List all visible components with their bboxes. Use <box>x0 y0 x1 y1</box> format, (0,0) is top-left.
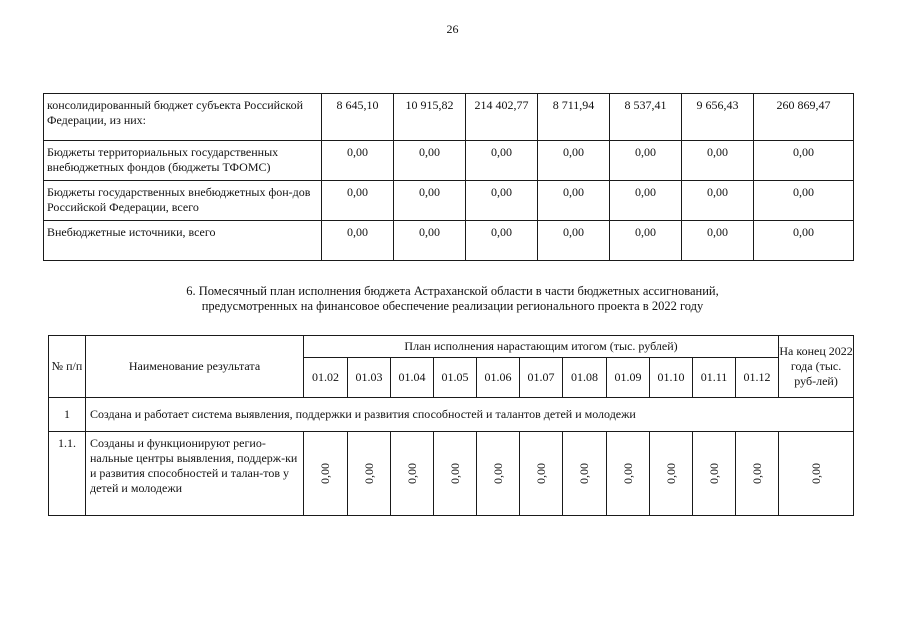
section-title-line1: 6. Помесячный план исполнения бюджета Астраханской области в части бюджетных ассигнований, <box>186 284 719 298</box>
month-header: 01.11 <box>693 358 736 398</box>
monthly-plan-table <box>48 335 854 516</box>
budget-value: 0,00 <box>538 221 610 261</box>
budget-value: 0,00 <box>538 181 610 221</box>
plan-value: 0,00 <box>577 463 591 484</box>
section-row-text: Создана и работает система выявления, поддержки и развития способностей и талантов детей и молодежи <box>86 398 854 432</box>
budget-value: 0,00 <box>682 141 754 181</box>
budget-value: 0,00 <box>754 221 854 261</box>
plan-value: 0,00 <box>447 463 462 484</box>
budget-value: 9 656,43 <box>682 94 754 141</box>
item-name: Созданы и функционируют регио-нальные центры выявления, поддерж-ки и развития способностей и талан-тов у детей и молодежи <box>86 432 304 516</box>
budget-value: 0,00 <box>394 181 466 221</box>
budget-value: 0,00 <box>610 181 682 221</box>
budget-value: 0,00 <box>466 181 538 221</box>
plan-value: 0,00 <box>749 463 764 484</box>
budget-row <box>44 221 854 261</box>
budget-value: 260 869,47 <box>754 94 854 141</box>
budget-value: 8 537,41 <box>610 94 682 141</box>
month-header: 01.08 <box>563 358 607 398</box>
budget-row-name: Бюджеты государственных внебюджетных фон-дов Российской Федерации, всего <box>44 181 322 221</box>
budget-value: 0,00 <box>754 141 854 181</box>
budget-value: 0,00 <box>466 221 538 261</box>
budget-value: 214 402,77 <box>466 94 538 141</box>
plan-value: 0,00 <box>318 463 332 484</box>
plan-value-cell <box>607 432 650 516</box>
budget-value: 10 915,82 <box>394 94 466 141</box>
plan-value: 0,00 <box>533 463 548 484</box>
budget-row-name: Бюджеты территориальных государственных внебюджетных фондов (бюджеты ТФОМС) <box>44 141 322 181</box>
budget-value: 0,00 <box>394 141 466 181</box>
month-header: 01.05 <box>434 358 477 398</box>
plan-value-cell <box>736 432 779 516</box>
budget-value: 0,00 <box>610 141 682 181</box>
plan-value: 0,00 <box>808 463 823 484</box>
plan-value-cell <box>391 432 434 516</box>
budget-value: 0,00 <box>754 181 854 221</box>
budget-value: 0,00 <box>322 141 394 181</box>
plan-value-cell <box>520 432 563 516</box>
plan-value-cell <box>304 432 348 516</box>
budget-row <box>44 181 854 221</box>
plan-value-cell <box>693 432 736 516</box>
header-year-end: На конец 2022 года (тыс. руб-лей) <box>779 336 854 398</box>
header-plan: План исполнения нарастающим итогом (тыс. рублей) <box>304 336 779 358</box>
budget-value: 0,00 <box>610 221 682 261</box>
plan-value: 0,00 <box>663 463 678 484</box>
plan-value-cell <box>434 432 477 516</box>
header-number: № п/п <box>49 336 86 398</box>
plan-value-cell <box>477 432 520 516</box>
budget-value: 0,00 <box>682 221 754 261</box>
budget-value: 0,00 <box>682 181 754 221</box>
section-title-line2: предусмотренных на финансовое обеспечение реализации регионального проекта в 2022 году <box>201 299 704 313</box>
page-number: 26 <box>446 22 459 36</box>
plan-value: 0,00 <box>620 463 635 484</box>
budget-value: 0,00 <box>322 181 394 221</box>
month-header: 01.09 <box>607 358 650 398</box>
month-header: 01.12 <box>736 358 779 398</box>
budget-row-name: Внебюджетные источники, всего <box>44 221 322 261</box>
month-header: 01.06 <box>477 358 520 398</box>
plan-value-cell <box>348 432 391 516</box>
month-header: 01.03 <box>348 358 391 398</box>
plan-value-cell <box>563 432 607 516</box>
month-header: 01.02 <box>304 358 348 398</box>
month-header: 01.04 <box>391 358 434 398</box>
header-result-name: Наименование результата <box>86 336 304 398</box>
budget-value: 0,00 <box>322 221 394 261</box>
budget-value: 0,00 <box>466 141 538 181</box>
plan-value: 0,00 <box>706 463 721 484</box>
budget-row <box>44 94 854 141</box>
budget-sources-table <box>43 93 854 261</box>
section-title <box>0 284 905 314</box>
plan-value: 0,00 <box>490 463 505 484</box>
plan-value: 0,00 <box>404 463 419 484</box>
month-header: 01.07 <box>520 358 563 398</box>
plan-value-cell <box>650 432 693 516</box>
item-number: 1.1. <box>49 432 86 516</box>
budget-value: 0,00 <box>394 221 466 261</box>
budget-value: 8 711,94 <box>538 94 610 141</box>
section-row-number: 1 <box>49 398 86 432</box>
budget-row-name: консолидированный бюджет субъекта Российской Федерации, из них: <box>44 94 322 141</box>
budget-row <box>44 141 854 181</box>
month-header: 01.10 <box>650 358 693 398</box>
plan-value-cell <box>779 432 854 516</box>
plan-value: 0,00 <box>361 463 376 484</box>
budget-value: 8 645,10 <box>322 94 394 141</box>
budget-value: 0,00 <box>538 141 610 181</box>
